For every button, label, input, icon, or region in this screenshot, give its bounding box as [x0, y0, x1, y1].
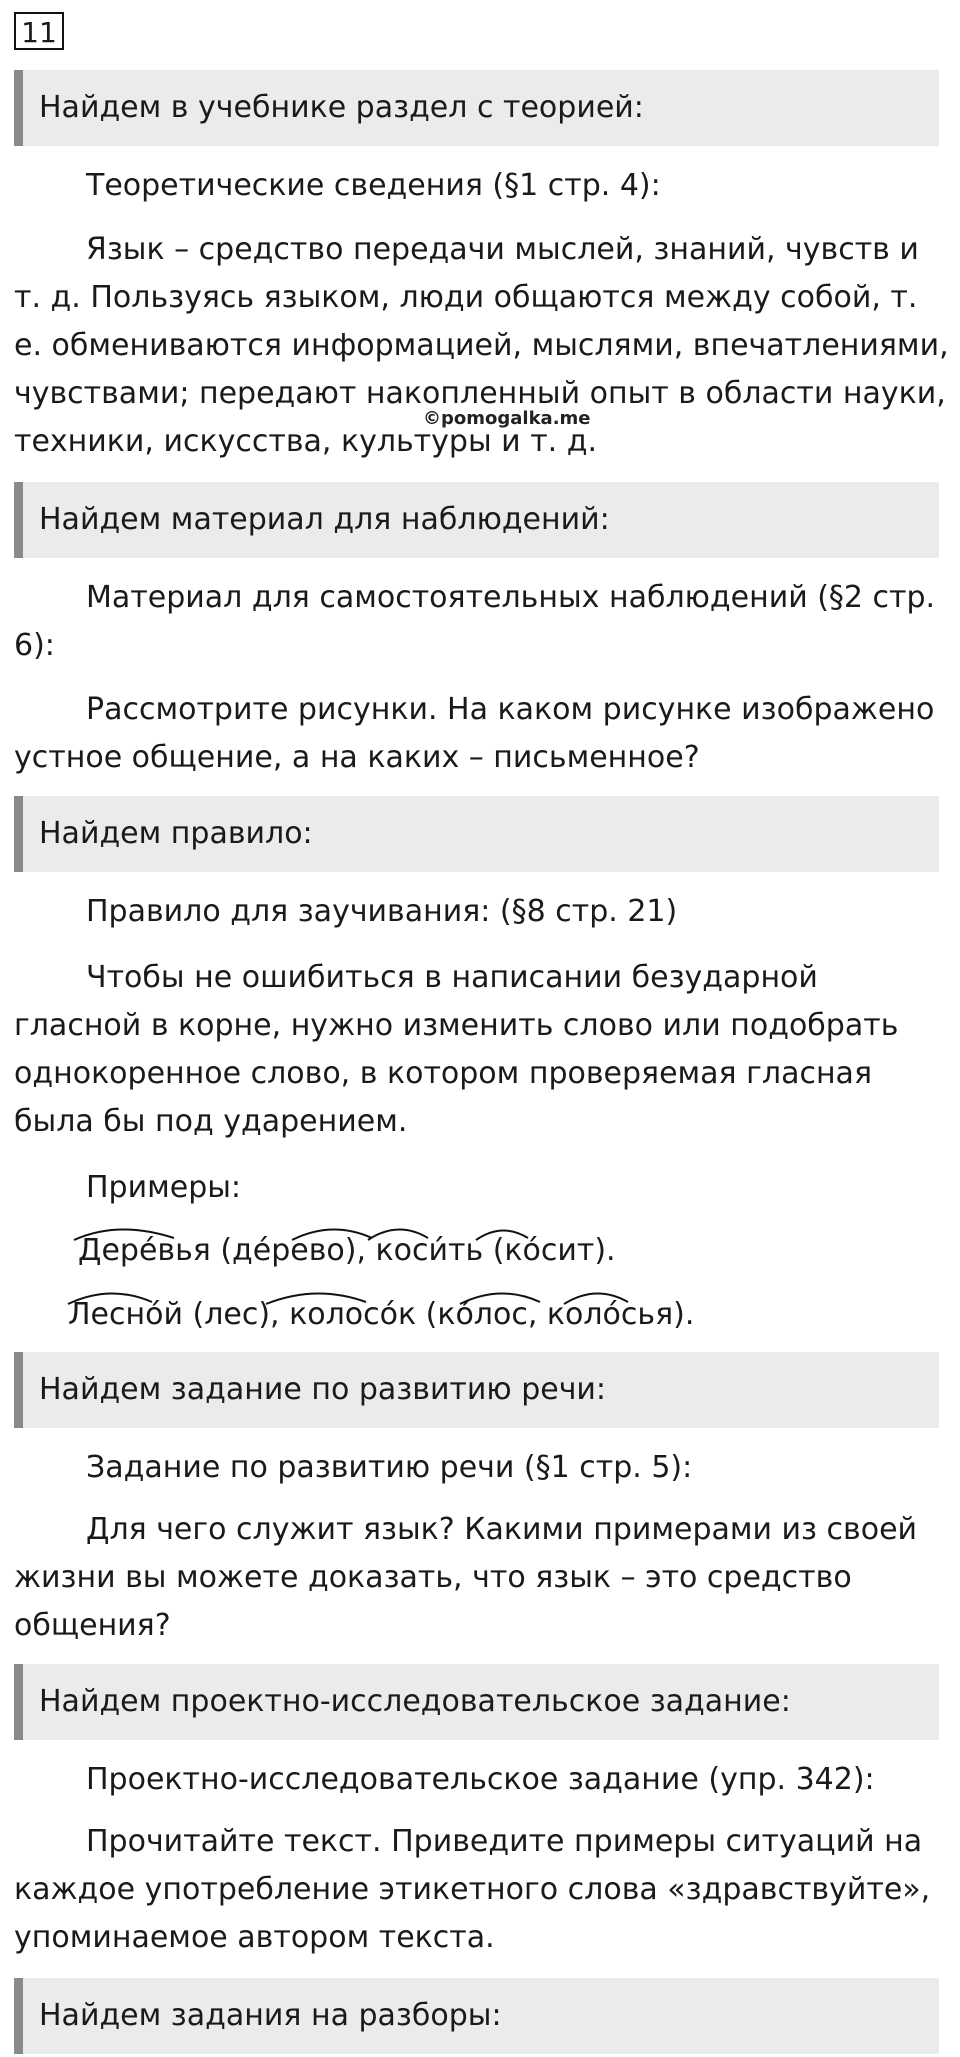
theory-reference: Теоретические сведения (§1 стр. 4):: [86, 168, 661, 203]
speech-reference: Задание по развитию речи (§1 стр. 5):: [86, 1450, 693, 1485]
example-line-2: Лесно́й (лес), колосо́к (ко́лос, коло́сья).: [68, 1297, 695, 1332]
theory-text: Язык – средство передачи мыслей, знаний, чувств и т. д. Пользуясь языком, люди общаются между собой, т. е. обмениваются информацией, мыслями, впечатлениями, чувствами; передают накопленный опыт в области науки, техники, искусства, культуры и т. д.: [14, 232, 949, 459]
project-text: Прочитайте текст. Приведите примеры ситуаций на каждое употребление этикетного слова «здравствуйте», упоминаемое автором текста.: [14, 1824, 931, 1955]
section-heading-observation: Найдем материал для наблюдений:: [14, 482, 939, 558]
example-line-1: Дере́вья (де́рево), коси́ть (ко́сит).: [78, 1233, 616, 1268]
root-arc-marks-1: [70, 1218, 610, 1248]
task-number: 11: [14, 12, 64, 50]
section-heading-rule: Найдем правило:: [14, 796, 939, 872]
section-heading-analysis: Найдем задания на разборы:: [14, 1978, 939, 2054]
section-heading-theory: Найдем в учебнике раздел с теорией:: [14, 70, 939, 146]
rule-text: Чтобы не ошибиться в написании безударной гласной в корне, нужно изменить слово или подобрать однокоренное слово, в котором проверяемая гласная была бы под ударением.: [14, 960, 899, 1139]
speech-text: Для чего служит язык? Какими примерами из своей жизни вы можете доказать, что язык – это средство общения?: [14, 1512, 918, 1643]
root-arc-marks-2: [60, 1282, 700, 1312]
observation-text: Рассмотрите рисунки. На каком рисунке изображено устное общение, а на каких – письменное?: [14, 692, 935, 775]
examples-label: Примеры:: [86, 1170, 242, 1205]
section-heading-speech: Найдем задание по развитию речи:: [14, 1352, 939, 1428]
rule-reference: Правило для заучивания: (§8 стр. 21): [86, 894, 678, 929]
watermark: ©pomogalka.me: [423, 408, 591, 429]
section-heading-project: Найдем проектно-исследовательское задание:: [14, 1664, 939, 1740]
project-reference: Проектно-исследовательское задание (упр. 342):: [86, 1762, 875, 1797]
observation-reference: Материал для самостоятельных наблюдений (§2 стр. 6):: [14, 580, 936, 663]
